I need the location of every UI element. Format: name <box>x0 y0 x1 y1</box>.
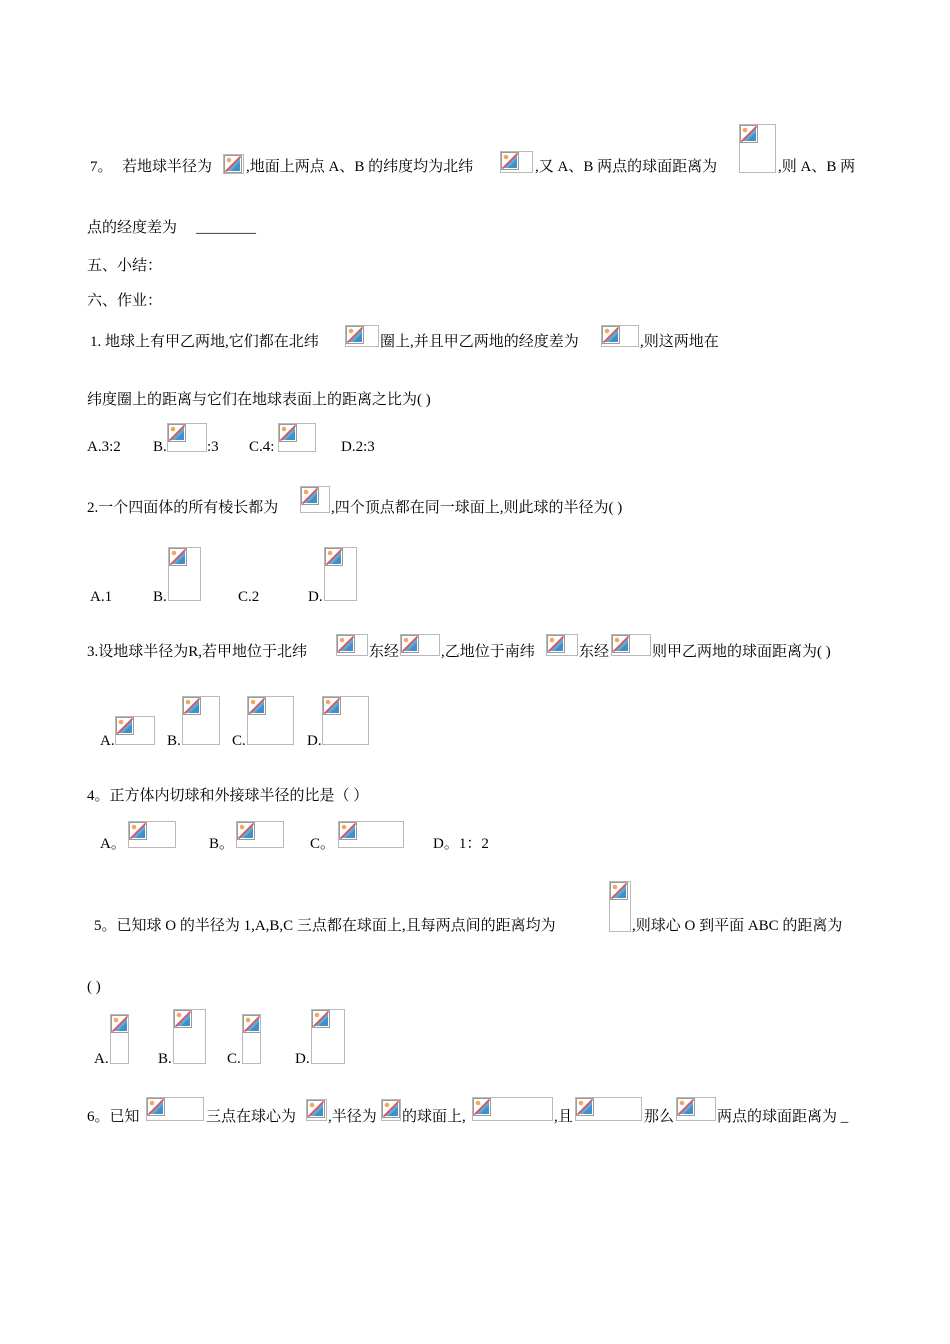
question-text: ,又 A、B 两点的球面距离为 <box>535 159 718 175</box>
option-a: A. <box>100 733 115 749</box>
question-text: 东经 <box>579 644 610 660</box>
option-c: C.4: <box>249 439 275 455</box>
broken-image-icon <box>346 326 364 344</box>
question-text: 那么 <box>644 1109 675 1125</box>
question-text: 的球面上, <box>402 1109 466 1125</box>
question-text: 纬度圈上的距离与它们在地球表面上的距离之比为( ) <box>87 392 431 408</box>
broken-image-icon <box>174 1010 192 1028</box>
broken-image-icon <box>312 1010 330 1028</box>
formula-image <box>472 1097 553 1121</box>
option-d: D。1：2 <box>433 836 489 852</box>
formula-image <box>168 547 201 601</box>
formula-image <box>236 821 284 848</box>
question-text: 若地球半径为 <box>122 159 213 175</box>
option-a: A.1 <box>90 589 113 605</box>
broken-image-icon <box>325 548 343 566</box>
broken-image-icon <box>237 822 255 840</box>
question-text: ,地面上两点 A、B 的纬度均为北纬 <box>246 159 474 175</box>
question-text: 三点在球心为 <box>206 1109 297 1125</box>
broken-image-icon <box>169 548 187 566</box>
broken-image-icon <box>576 1098 594 1116</box>
formula-image <box>336 634 368 656</box>
option-c: C。 <box>310 836 336 852</box>
broken-image-icon <box>301 487 319 505</box>
option-b: B。 <box>209 836 235 852</box>
formula-image <box>115 716 155 745</box>
formula-image <box>546 634 578 656</box>
question-text: 3.设地球半径为R,若甲地位于北纬 <box>87 644 308 660</box>
question-text: ,则这两地在 <box>640 334 719 350</box>
formula-image <box>345 325 379 347</box>
formula-image <box>338 821 404 848</box>
question-text: ( ) <box>87 979 101 995</box>
broken-image-icon <box>501 152 519 170</box>
question-text: ,半径为 <box>328 1109 377 1125</box>
question-text: 点的经度差为 <box>87 220 178 236</box>
option-c: C. <box>232 733 246 749</box>
option-b: B. <box>153 439 167 455</box>
formula-image <box>182 696 220 745</box>
option-b-text: :3 <box>207 439 219 455</box>
option-d: D. <box>295 1051 310 1067</box>
broken-image-icon <box>323 697 341 715</box>
option-a: A。 <box>100 836 126 852</box>
option-b: B. <box>167 733 181 749</box>
option-b: B. <box>153 589 167 605</box>
formula-image <box>306 1099 327 1121</box>
formula-image <box>247 696 294 745</box>
formula-image <box>311 1009 345 1064</box>
formula-image <box>167 423 207 452</box>
option-c: C. <box>227 1051 241 1067</box>
formula-image <box>242 1014 261 1064</box>
broken-image-icon <box>740 125 758 143</box>
question-text: 2.一个四面体的所有棱长都为 <box>87 500 279 516</box>
broken-image-icon <box>147 1098 165 1116</box>
option-a: A.3:2 <box>87 439 121 455</box>
formula-image <box>128 821 176 848</box>
formula-image <box>322 696 369 745</box>
question-number: 7。 <box>90 159 113 175</box>
question-text: ,则 A、B 两 <box>778 159 856 175</box>
section-heading: 五、小结： <box>87 258 163 274</box>
formula-image <box>278 423 316 452</box>
broken-image-icon <box>602 326 620 344</box>
question-text: 6。已知 <box>87 1109 140 1125</box>
option-a: A. <box>94 1051 109 1067</box>
question-text: ,乙地位于南纬 <box>441 644 535 660</box>
broken-image-icon <box>248 697 266 715</box>
question-text: 圈上,并且甲乙两地的经度差为 <box>380 334 579 350</box>
question-text: 则甲乙两地的球面距离为( ) <box>652 644 831 660</box>
broken-image-icon <box>129 822 147 840</box>
formula-image <box>611 634 651 656</box>
formula-image <box>300 486 330 513</box>
answer-blank: ________ <box>196 220 256 236</box>
option-d: D.2:3 <box>341 439 375 455</box>
question-text: ,则球心 O 到平面 ABC 的距离为 <box>632 918 843 934</box>
question-text: ,四个顶点都在同一球面上,则此球的半径为( ) <box>331 500 623 516</box>
question-text: 东经 <box>369 644 400 660</box>
broken-image-icon <box>183 697 201 715</box>
broken-image-icon <box>382 1100 400 1118</box>
broken-image-icon <box>677 1098 695 1116</box>
formula-image <box>500 151 533 173</box>
option-d: D. <box>308 589 323 605</box>
broken-image-icon <box>111 1015 129 1033</box>
broken-image-icon <box>224 155 242 173</box>
formula-image <box>324 547 357 601</box>
broken-image-icon <box>401 635 419 653</box>
option-c: C.2 <box>238 589 260 605</box>
broken-image-icon <box>473 1098 491 1116</box>
formula-image <box>110 1014 129 1064</box>
formula-image <box>173 1009 206 1064</box>
section-heading: 六、作业： <box>87 293 163 309</box>
broken-image-icon <box>610 882 628 900</box>
option-d: D. <box>307 733 322 749</box>
formula-image <box>223 154 244 174</box>
question-text: 4。正方体内切球和外接球半径的比是（ ） <box>87 788 369 804</box>
question-text: 两点的球面距离为 _ <box>717 1109 849 1125</box>
formula-image <box>601 325 639 347</box>
question-text: 1. 地球上有甲乙两地,它们都在北纬 <box>90 334 319 350</box>
option-b: B. <box>158 1051 172 1067</box>
broken-image-icon <box>612 635 630 653</box>
broken-image-icon <box>547 635 565 653</box>
question-text: ,且 <box>554 1109 573 1125</box>
formula-image <box>146 1097 204 1121</box>
question-text: 5。已知球 O 的半径为 1,A,B,C 三点都在球面上,且每两点间的距离均为 <box>94 918 556 934</box>
formula-image <box>609 881 631 932</box>
broken-image-icon <box>339 822 357 840</box>
formula-image <box>400 634 440 656</box>
formula-image <box>381 1099 401 1121</box>
broken-image-icon <box>279 424 297 442</box>
formula-image <box>575 1097 642 1121</box>
broken-image-icon <box>243 1015 261 1033</box>
broken-image-icon <box>168 424 186 442</box>
broken-image-icon <box>337 635 355 653</box>
broken-image-icon <box>307 1100 325 1118</box>
formula-image <box>676 1097 716 1121</box>
broken-image-icon <box>116 717 134 735</box>
formula-image <box>739 124 776 173</box>
